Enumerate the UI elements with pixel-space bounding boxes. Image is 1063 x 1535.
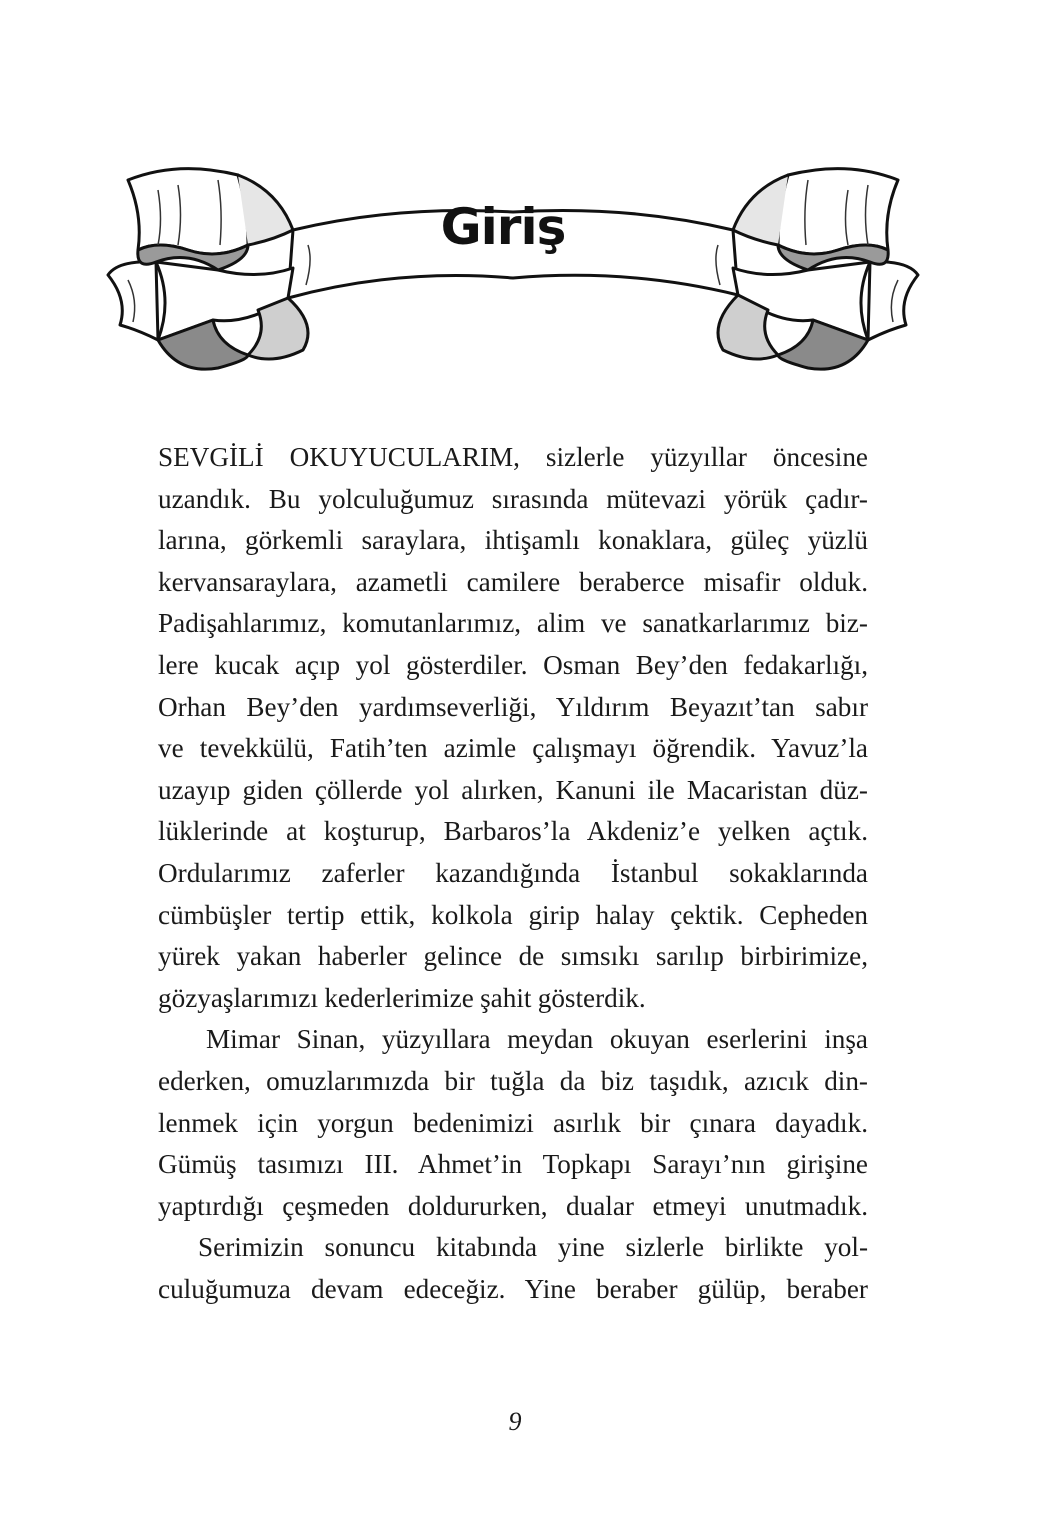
text-line: Gümüş tasımızı III. Ahmet’in Topkapı Sarayı’nın girişine xyxy=(158,1149,868,1180)
text-line: Serimizin sonuncu kitabında yine sizlerle birlikte yol- xyxy=(198,1232,868,1263)
text-line: lere kucak açıp yol gösterdiler. Osman Bey’den fedakarlığı, xyxy=(158,649,868,680)
scroll-banner-icon xyxy=(98,150,928,390)
text-line: Mimar Sinan, yüzyıllara meydan okuyan eserlerini inşa xyxy=(206,1024,868,1055)
text-line: uzandık. Bu yolculuğumuz sırasında mütevazi yörük çadır- xyxy=(158,483,868,514)
page-number: 9 xyxy=(508,1407,522,1436)
text-line: gözyaşlarımızı kederlerimize şahit gösterdik. xyxy=(158,982,646,1013)
text-line: uzayıp giden çöllerde yol alırken, Kanuni ile Macaristan düz- xyxy=(158,774,868,805)
text-line: culuğumuza devam edeceğiz. Yine beraber gülüp, beraber xyxy=(158,1273,868,1304)
text-line: Ordularımız zaferler kazandığında İstanbul sokaklarında xyxy=(158,857,868,888)
text-line: yaptırdığı çeşmeden doldururken, dualar etmeyi unutmadık. xyxy=(158,1190,868,1221)
body-text xyxy=(158,437,868,1310)
paragraph-2 xyxy=(158,1019,868,1227)
text-line: SEVGİLİ OKUYUCULARIM, sizlerle yüzyıllar öncesine xyxy=(158,442,868,472)
text-line: kervansaraylara, azametli camilere beraberce misafir olduk. xyxy=(158,566,868,597)
text-line: ve tevekkülü, Fatih’ten azimle çalışmayı öğrendik. Yavuz’la xyxy=(158,733,868,764)
text-line: lenmek için yorgun bedenimizi asırlık bir çınara dayadık. xyxy=(158,1107,868,1138)
text-line: Padişahlarımız, komutanlarımız, alim ve sanatkarlarımız biz- xyxy=(158,608,868,639)
chapter-title: Giriş xyxy=(440,198,566,256)
text-line: Orhan Bey’den yardımseverliği, Yıldırım Beyazıt’tan sabır xyxy=(158,691,868,722)
text-line: yürek yakan haberler gelince de sımsıkı sarılıp birbirimize, xyxy=(158,941,868,972)
text-line: cümbüşler tertip ettik, kolkola girip halay çektik. Cepheden xyxy=(158,899,868,930)
text-line: ederken, omuzlarımızda bir tuğla da biz taşıdık, azıcık din- xyxy=(158,1065,868,1096)
text-line: larına, görkemli saraylara, ihtişamlı konaklara, güleç yüzlü xyxy=(158,525,868,556)
paragraph-1 xyxy=(158,437,868,1019)
text-line: lüklerinde at koşturup, Barbaros’la Akdeniz’e yelken açtık. xyxy=(158,816,868,847)
paragraph-3 xyxy=(158,1227,868,1310)
